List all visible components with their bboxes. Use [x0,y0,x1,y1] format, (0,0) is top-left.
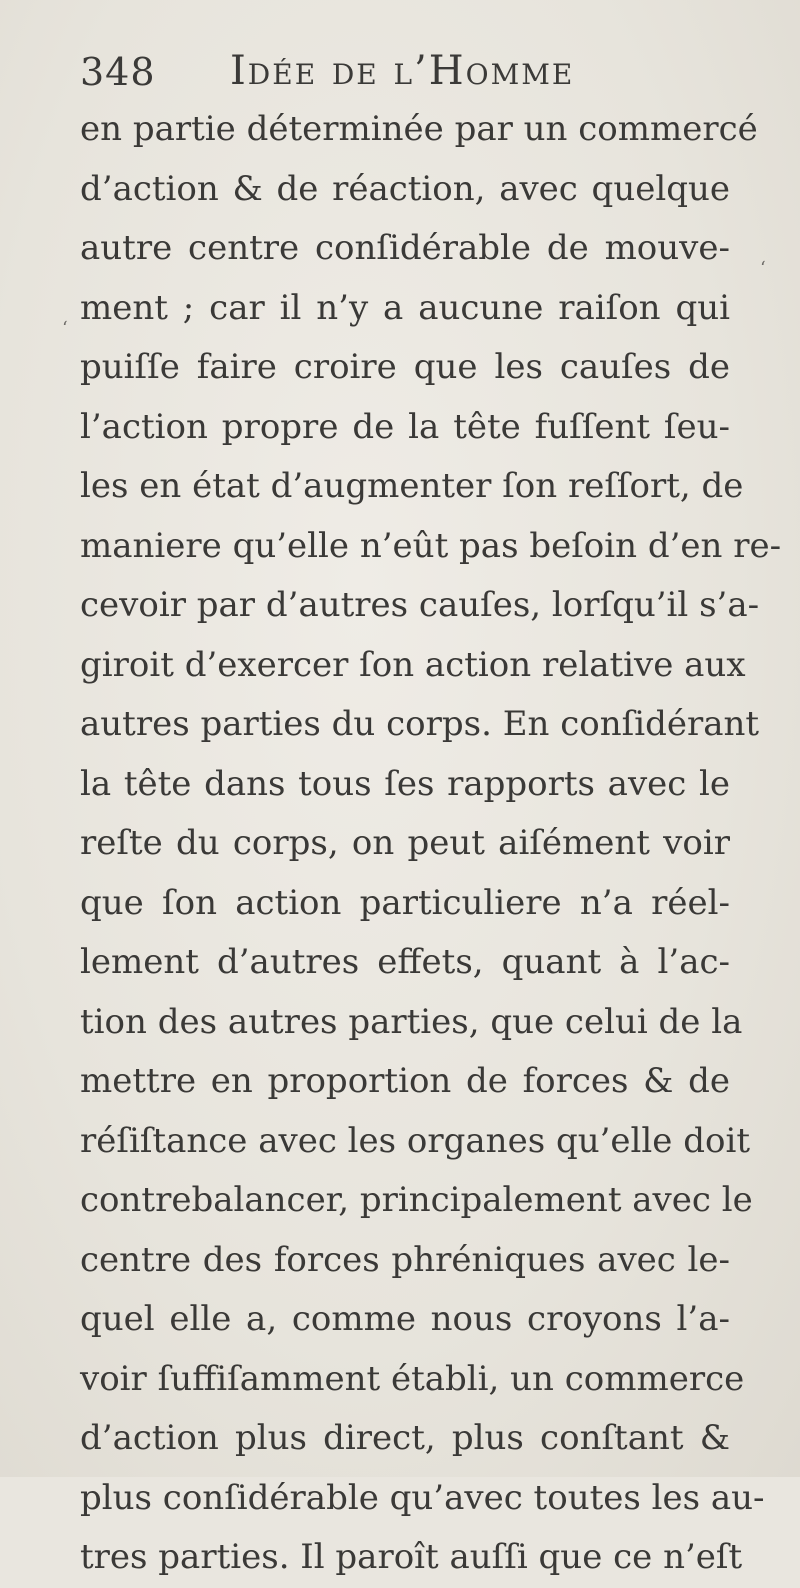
text-line: d’action & de réaction, avec quelque [80,168,730,209]
margin-speck: ‘ [62,318,68,339]
text-line: voir ſuffiſamment établi, un commerce [80,1358,745,1399]
text-line: lement d’autres effets, quant à l’ac- [80,942,730,982]
text-line: ment ; car il n’y a aucune raiſon qui [80,287,730,328]
text-line: centre des forces phréniques avec le- [80,1239,730,1280]
text-line: l’action propre de la tête fuſſent ſeu- [80,406,730,447]
text-line: plus conſidérable qu’avec toutes les au- [80,1477,765,1518]
text-line: cevoir par d’autres cauſes, lorſqu’il s’a- [80,585,760,625]
text-line: que ſon action particuliere n’a réel- [80,882,730,923]
body-text [80,100,782,1588]
text-line: en partie déterminée par un commercé [80,109,758,149]
text-line: la tête dans tous ſes rapports avec le [80,763,730,804]
page-header [80,42,720,98]
text-line: autre centre conſidérable de mouve- [80,228,730,268]
running-head: Idée de l’Homme [230,48,575,94]
text-line: quel elle a, comme nous croyons l’a- [80,1299,730,1339]
text-line: mettre en proportion de forces & de [80,1061,730,1101]
text-line: d’action plus direct, plus conſtant & [80,1418,730,1458]
text-line: tion des autres parties, que celui de la [80,1001,743,1042]
text-line: puiſſe faire croire que les cauſes de [80,347,730,387]
text-line: reſte du corps, on peut aiſément voir [80,823,730,863]
text-line: autres parties du corps. En conſidérant [80,704,760,744]
text-line: réſiſtance avec les organes qu’elle doit [80,1120,750,1161]
text-line: contrebalancer, principalement avec le [80,1180,753,1220]
text-line: les en état d’augmenter ſon reſſort, de [80,466,744,506]
margin-speck: ‘ [760,258,766,279]
text-line: tres parties. Il paroît auſſi que ce n’eſt [80,1537,743,1577]
text-line: maniere qu’elle n’eût pas beſoin d’en re- [80,525,782,566]
page-number: 348 [80,50,156,94]
text-line: giroit d’exercer ſon action relative aux [80,644,746,685]
